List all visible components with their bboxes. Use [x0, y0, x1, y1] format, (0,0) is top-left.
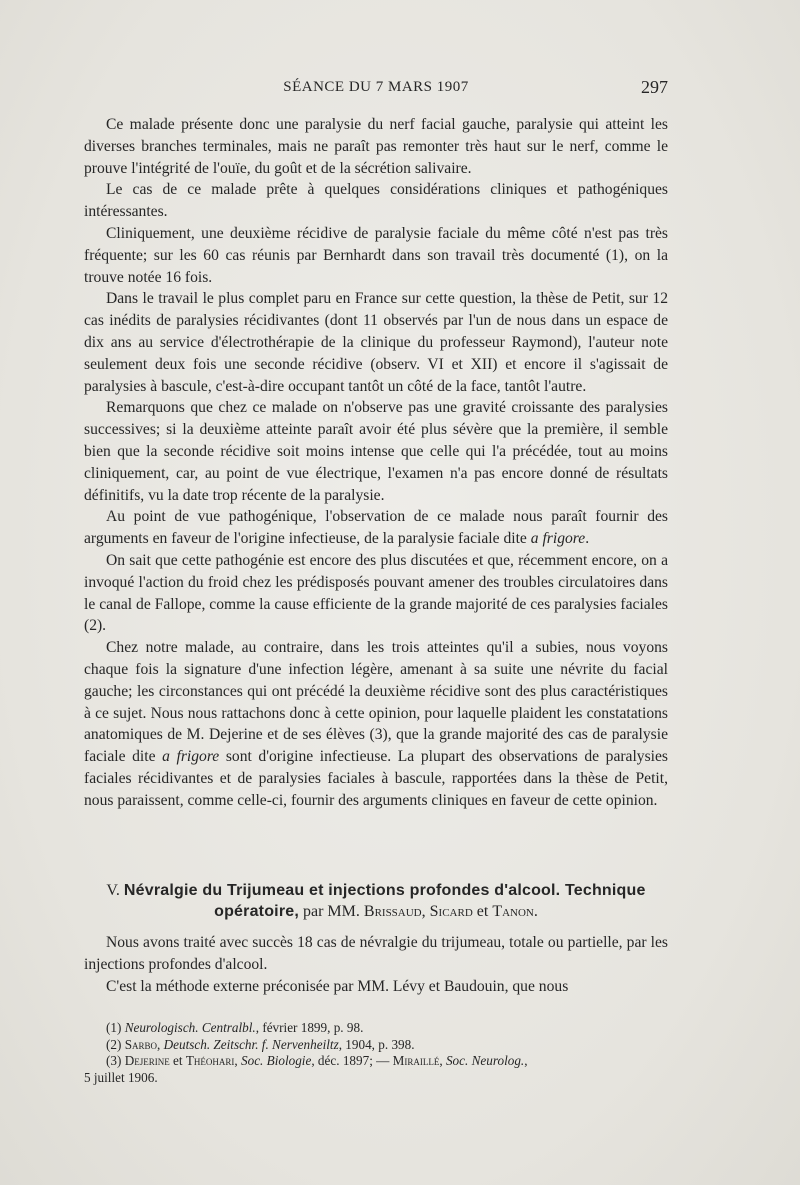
paragraph: C'est la méthode externe préconisée par MM. Lévy et Baudouin, que nous	[106, 977, 569, 995]
author-name: Miraillé	[392, 1053, 440, 1069]
paragraph-text: sont d'origine infectieuse. La plupart des observations de paralysies faciales récidivantes et de paralysies faciales à bascule, rapportées dans la thèse de Petit, nous paraissent, comme celle-ci, fournir des arguments cliniques en faveur de cette opinion.	[84, 748, 668, 809]
footnote-text: , 1904, p. 398.	[338, 1036, 415, 1052]
journal-title: Neurologisch. Centralbl.	[124, 1020, 256, 1035]
section-text	[84, 932, 668, 997]
paragraph: Le cas de ce malade prête à quelques considérations cliniques et pathogéniques intéressantes.	[84, 181, 668, 221]
author-name: Sarbo	[124, 1036, 158, 1052]
footnote-3	[84, 1053, 668, 1070]
footnote-text: , déc. 1897; —	[311, 1053, 393, 1069]
journal-title: Soc. Neurolog.	[445, 1053, 525, 1069]
paragraph: Ce malade présente donc une paralysie du nerf facial gauche, paralysie qui atteint les diverses branches terminales, mais ne paraît pas remonter très haut sur le nerf, comme le prouve l'intégrité de l'ouïe, du goût et de la sécrétion salivaire.	[84, 116, 668, 177]
footnote-number: (2)	[106, 1036, 125, 1052]
separator: ,	[157, 1036, 164, 1052]
journal-title: Soc. Biologie	[241, 1053, 312, 1069]
paragraph	[84, 637, 668, 811]
by-text: par MM.	[299, 903, 364, 920]
journal-title: Deutsch. Zeitschr. f. Nervenheiltz	[163, 1036, 339, 1052]
footnote-1	[84, 1020, 668, 1037]
footnote-2	[84, 1037, 668, 1054]
separator: et	[472, 903, 493, 920]
paragraph: Cliniquement, une deuxième récidive de paralysie faciale du même côté n'est pas très fréquente; sur les 60 cas réunis par Bernhardt dans son travail très documenté (1), on la trouve notée 16 fois.	[84, 224, 668, 286]
section-number: V.	[106, 882, 120, 899]
author-name: Dejerine	[124, 1053, 170, 1069]
section-title-text: Névralgie du Trijumeau et injections profondes d'alcool. Technique opératoire,	[123, 882, 646, 920]
footnotes	[84, 1020, 668, 1086]
page-number: 297	[641, 77, 668, 97]
separator: ,	[421, 903, 430, 920]
running-head-year: 1907	[436, 79, 469, 95]
author-name: Tanon	[492, 903, 534, 920]
paragraph: Dans le travail le plus complet paru en France sur cette question, la thèse de Petit, sur 12 cas inédits de paralysies récidivantes (dont 11 observés par l'un de nous dans un espace de dix ans au service d'électrothérapie de la clinique du professeur Raymond), l'auteur note seulement deux fois une seconde récidive (observ. VI et XII) et encore il s'agissait de paralysies à bascule, c'est-à-dire occupant tantôt un côté de la face, tantôt l'autre.	[84, 290, 668, 395]
footnote-text: ,	[524, 1053, 528, 1069]
author-name: Brissaud	[363, 903, 422, 920]
footnote-text: , février 1899, p. 98.	[255, 1020, 364, 1035]
period: .	[585, 530, 590, 548]
paragraph-text: Au point de vue pathogénique, l'observation de ce malade nous paraît fournir des arguments en faveur de l'origine infectieuse, de la paralysie faciale dite	[84, 508, 668, 548]
paragraph-text: Chez notre malade, au contraire, dans les trois atteintes qu'il a subies, nous voyons chaque fois la signature d'une infection légère, amenant à sa suite une névrite du facial gauche; les circonstances qui ont précédé la deuxième récidive sont des plus caractéristiques à ce sujet. Nous nous rattachons donc à cette opinion, pour laquelle plaident les constatations anatomiques de M. Dejerine et de ses élèves (3), que la grande majorité des cas de paralysie faciale dite	[84, 639, 668, 766]
footnote-3-continuation: 5 juillet 1906.	[84, 1069, 158, 1085]
separator: ,	[234, 1053, 241, 1069]
running-head-text: SÉANCE DU 7 MARS	[283, 79, 437, 95]
footnote-number: (3)	[106, 1053, 125, 1069]
period: .	[533, 903, 538, 920]
footnote-number: (1)	[106, 1020, 125, 1035]
separator: ,	[439, 1053, 446, 1069]
author-name: Théohari	[185, 1053, 235, 1069]
author-name: Sicard	[429, 903, 473, 920]
paragraph: On sait que cette pathogénie est encore des plus discutées et que, récemment encore, on a invoqué l'action du froid chez les prédisposés pouvant amener des troubles circulatoires dans le canal de Fallope, comme la cause efficiente de la grande majorité de ces paralysies faciales (2).	[84, 551, 668, 635]
paragraph: Remarquons que chez ce malade on n'observe pas une gravité croissante des paralysies successives; si la deuxième atteinte paraît avoir été plus sévère que la première, il semble bien que la seconde récidive soit moins intense que celle qui l'a précédée, tout au moins cliniquement, car, au point de vue électrique, l'examen n'a pas encore donné de résultats définitifs, vu la date trop récente de la paralysie.	[84, 399, 668, 504]
running-head	[84, 79, 668, 96]
page-header	[84, 77, 668, 101]
footnote-text: et	[169, 1053, 186, 1069]
paragraph	[84, 506, 668, 550]
section-heading	[84, 880, 668, 922]
a-frigore-term: a frigore	[530, 530, 586, 548]
main-text	[84, 114, 668, 812]
paragraph: Nous avons traité avec succès 18 cas de névralgie du trijumeau, totale ou partielle, par les injections profondes d'alcool.	[84, 934, 668, 973]
a-frigore-term: a frigore	[162, 748, 220, 766]
